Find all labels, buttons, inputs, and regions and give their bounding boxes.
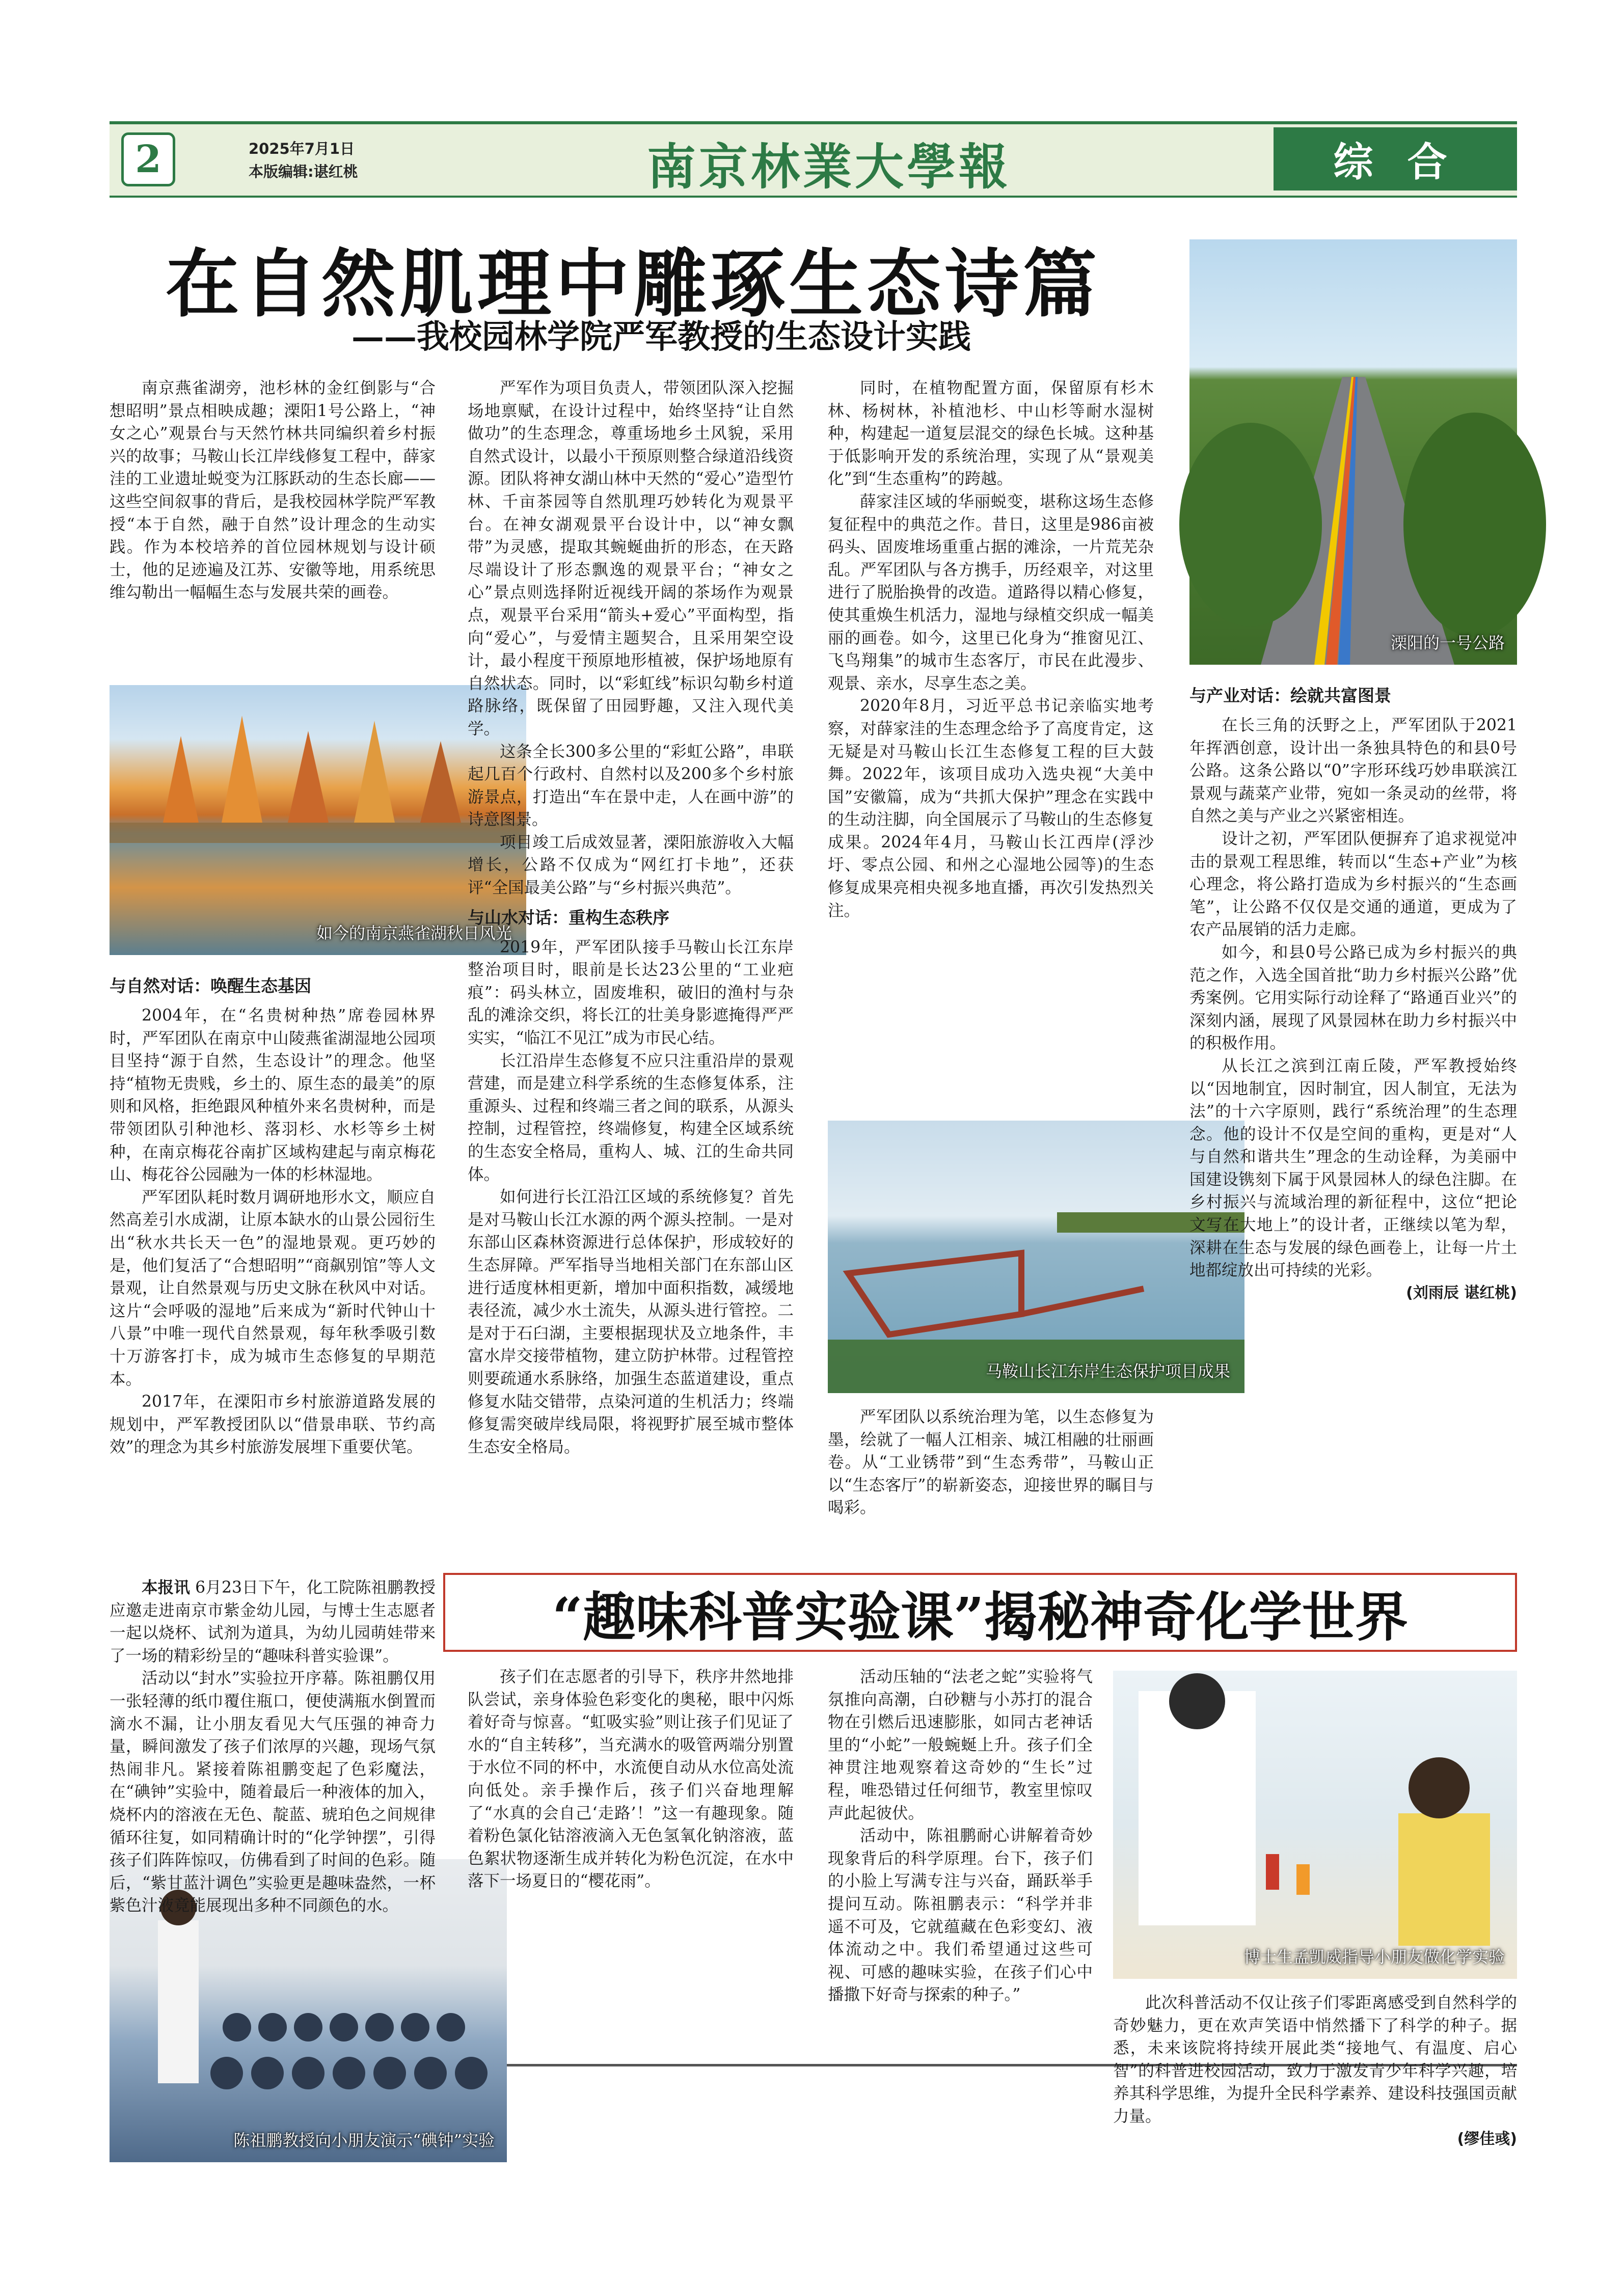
a1-para-8: 2019年，严军团队接手马鞍山长江东岸整治项目时，眼前是长达23公里的“工业疤痕”：码头林立，固废堆积，破旧的渔村与杂乱的滩涂交织，将长江的壮美身影遮掩得严严实实，“临江不见江”成为市民心结。: [468, 938, 794, 1048]
article2-title-box: [443, 1573, 1517, 1652]
photo-lake: [110, 685, 526, 955]
article2-title: “趣味科普实验课”揭秘神奇化学世界: [552, 1585, 1408, 1648]
a1-para-12: 薛家洼区域的华丽蜕变，堪称这场生态修复征程中的典范之作。昔日，这里是986亩被码头、固废堆场重重占据的滩涂，一片荒芜杂乱。严军团队与各方携手，历经艰辛，对这里进行了脱胎换骨的改造。道路得以精心修复，使其重焕生机活力，湿地与绿植交织成一幅美丽的画卷。如今，这里已化身为“推窗见江、飞鸟翔集”的城市生态客厅，市民在此漫步、观景、亲水，尽享生态之美。: [828, 492, 1154, 693]
a2-para-3: 孩子们在志愿者的引导下，秩序井然地排队尝试，亲身体验色彩变化的奥秘，眼中闪烁着好奇与惊喜。“虹吸实验”则让孩子们见证了水的“自主转移”，当充满水的吸管两端分别置于水位不同的杯中，水流便自动从水位高处流向低处。亲手操作后，孩子们兴奋地理解了“水真的会自己‘走路’！”这一有趣现象。随着粉色氯化钴溶液滴入无色氢氧化钠溶液，蓝色絮状物逐渐生成并转化为粉色沉淀，在水中落下一场夏日的“樱花雨”。: [468, 1668, 794, 1891]
page-editor: 本版编辑:谌红桃: [249, 163, 358, 180]
masthead: 南京林業大學報: [647, 138, 1011, 196]
a2-para-1: [110, 1576, 436, 1667]
caption-road: 溧阳的一号公路: [1390, 633, 1505, 652]
photo-road: [1189, 239, 1517, 665]
road-illustration: [1189, 239, 1517, 665]
issue-date: 2025年7月1日: [249, 140, 355, 157]
a2-para-6: 此次科普活动不仅让孩子们零距离感受到自然科学的奇妙魅力，更在欢声笑语中悄然播下了科学的种子。据悉，未来该院将持续开展此类“接地气、有温度、启心智”的科普进校园活动，致力于激发青少年科学兴趣，培养其科学思维，为提升全民科学素养、建设科技强国贡献力量。: [1113, 1994, 1517, 2126]
caption-classroom: 陈祖鹏教授向小朋友演示“碘钟”实验: [233, 2131, 495, 2150]
article2-column-2: [468, 1666, 794, 2175]
article1-title: 在自然肌理中雕琢生态诗篇: [166, 241, 1101, 328]
a1-para-4: 2017年，在溧阳市乡村旅游道路发展的规划中，严军教授团队以“借景串联、节约高效”的理念为其乡村旅游发展埋下重要伏笔。: [110, 1393, 436, 1457]
a1-para-15: 在长三角的沃野之上，严军团队于2021年挥洒创意，设计出一条独具特色的和县0号公路。这条公路以“0”字形环线巧妙串联滨江景观与蔬菜产业带，宛如一条灵动的丝带，将自然之美与产业之兴紧密相连。: [1189, 716, 1517, 826]
article2-column-1: [110, 1576, 436, 1915]
article1-subtitle: ——我校园林学院严军教授的生态设计实践: [351, 318, 971, 356]
subhead-industry: 与产业对话：绘就共富图景: [1189, 686, 1391, 705]
a1-para-9: 长江沿岸生态修复不应只注重沿岸的景观营建，而是建立科学系统的生态修复体系，注重源头、过程和终端三者之间的联系，从源头控制，过程管控，终端修复，构建全区域系统的生态安全格局，重构人、城、江的生命共同体。: [468, 1051, 794, 1184]
a1-para-2: 2004年，在“名贵树种热”席卷园林界时，严军团队在南京中山陵燕雀湖湿地公园项目坚持“源于自然，生态设计”的理念。他坚持“植物无贵贱，乡土的、原生态的最美”的原则和风格，拒绝跟风种植外来名贵树种，而是带领团队引种池杉、落羽杉、水杉等乡土树种，在南京梅花谷南扩区域构建起与南京梅花山、梅花谷公园融为一体的杉林湿地。: [110, 1006, 436, 1184]
section-label-box: [1274, 127, 1517, 190]
page-number: 2: [135, 138, 161, 181]
a1-para-16: 设计之初，严军团队便摒弃了追求视觉冲击的景观工程思维，转而以“生态+产业”为核心理念，将公路打造成为乡村振兴的“生态画笔”，让公路不仅仅是交通的通道，更成为了农产品展销的活力走廊。: [1189, 829, 1517, 939]
photo-river: [828, 1121, 1244, 1393]
caption-river: 马鞍山长江东岸生态保护项目成果: [985, 1362, 1230, 1381]
article1-column-3: [828, 377, 1154, 1115]
subhead-nature: 与自然对话：唤醒生态基因: [110, 976, 311, 996]
article2-column-4: [1113, 1992, 1517, 2195]
caption-lab: 博士生孟凯威指导小朋友做化学实验: [1243, 1947, 1505, 1967]
article2-byline: (缪佳彧): [1457, 2130, 1517, 2148]
a1-para-7: 项目竣工后成效显著，溧阳旅游收入大幅增长，公路不仅成为“网红打卡地”，还获评“全国最美公路”与“乡村振兴典范”。: [468, 833, 794, 897]
river-illustration: [828, 1121, 1244, 1393]
a1-para-17: 如今，和县0号公路已成为乡村振兴的典范之作，入选全国首批“助力乡村振兴公路”优秀案例。它用实际行动诠释了“路通百业兴”的深刻内涵，展现了风景园林在助力乡村振兴中的积极作用。: [1189, 943, 1517, 1053]
a1-para-14: 严军团队以系统治理为笔，以生态修复为墨，绘就了一幅人江相亲、城江相融的壮丽画卷。从“工业锈带”到“生态秀带”，马鞍山正以“生态客厅”的崭新姿态，迎接世界的瞩目与喝彩。: [828, 1408, 1154, 1517]
a1-para-3: 严军团队耗时数月调研地形水文，顺应自然高差引水成湖，让原本缺水的山景公园衍生出“秋水共长天一色”的湿地景观。更巧妙的是，他们复活了“合想昭明”“商飙别馆”等人文景观，让自然景观与历史文脉在秋风中对话。这片“会呼吸的湿地”后来成为“新时代钟山十八景”中唯一现代自然景观，每年秋季吸引数十万游客打卡，成为城市生态修复的早期范本。: [110, 1188, 436, 1389]
a1-para-1: 南京燕雀湖旁，池杉林的金红倒影与“合想昭明”景点相映成趣；溧阳1号公路上，“神女之心”观景台与天然竹林共同编织着乡村振兴的故事；马鞍山长江岸线修复工程中，薛家洼的工业遗址蜕变为江豚跃动的生态长廊——这些空间叙事的背后，是我校园林学院严军教授“本于自然，融于自然”设计理念的生动实践。作为本校培养的首位园林规划与设计硕士，他的足迹遍及江苏、安徽等地，用系统思维勾勒出一幅幅生态与发展共荣的画卷。: [110, 379, 436, 602]
a1-para-18: 从长江之滨到江南丘陵，严军教授始终以“因地制宜，因时制宜，因人制宜，无法为法”的十六字原则，践行“系统治理”的生态理念。他的设计不仅是空间的重构，更是对“人与自然和谐共生”理念的生动诠释，为美丽中国建设镌刻下属于风景园林人的绿色注脚。在乡村振兴与流域治理的新征程中，这位“把论文写在大地上”的设计者，正继续以笔为犁，深耕在生态与发展的绿色画卷上，让每一片土地都绽放出可持续的光彩。: [1189, 1056, 1517, 1280]
article1-column-1: [110, 377, 436, 683]
page-number-badge: [121, 132, 175, 186]
a1-para-5: 严军作为项目负责人，带领团队深入挖掘场地禀赋，在设计过程中，始终坚持“让自然做功”的生态理念，尊重场地乡土风貌，采用自然式设计，以最小干预原则整合绿道沿线资源。团队将神女湖山林中天然的“爱心”造型竹林、千亩茶园等自然肌理巧妙转化为观景平台。在神女湖观景平台设计中，以“神女飘带”为灵感，提取其蜿蜒曲折的形态，在天路尽端设计了形态飘逸的观景平台；“神女之心”景点则选择附近视线开阔的茶场作为观景点，观景平台采用“箭头+爱心”平面构型，指向“爱心”，与爱情主题契合，且采用架空设计，最小程度干预原地形植被，保护场地原有自然状态。同时，以“彩虹线”标识勾勒乡村道路脉络，既保留了田园野趣，又注入现代美学。: [468, 379, 794, 738]
section-label: 综 合: [1333, 140, 1457, 185]
a2-para-2: 活动以“封水”实验拉开序幕。陈祖鹏仅用一张轻薄的纸巾覆住瓶口，便使满瓶水倒置而滴水不漏，让小朋友看见大气压强的神奇力量，瞬间激发了孩子们浓厚的兴趣，现场气氛热闹非凡。紧接着陈祖鹏变起了色彩魔法，在“碘钟”实验中，随着最后一种液体的加入，烧杯内的溶液在无色、靛蓝、琥珀色之间规律循环往复，如同精确计时的“化学钟摆”，引得孩子们阵阵惊叹，仿佛看到了时间的色彩。随后，“紫甘蓝汁调色”实验更是趣味盎然，一杯紫色汁液竟能展现出多种不同颜色的水。: [110, 1669, 436, 1915]
a2-para-5: 活动中，陈祖鹏耐心讲解着奇妙现象背后的科学原理。台下，孩子们的小脸上写满专注与兴奋，踊跃举手提问互动。陈祖鹏表示：“科学并非遥不可及，它就蕴藏在色彩变幻、液体流动之中。我们希望通过这些可视、可感的趣味实验，在孩子们心中播撒下好奇与探索的种子。”: [828, 1827, 1093, 2004]
subhead-mountain: 与山水对话：重构生态秩序: [468, 907, 669, 928]
article2-lead-label: 本报讯: [142, 1579, 190, 1597]
a1-para-11: 同时，在植物配置方面，保留原有杉木林、杨树林，补植池杉、中山杉等耐水湿树种，构建起一道复层混交的绿色长城。这种基于低影响开发的系统治理，实现了从“景观美化”到“生态重构”的跨越。: [828, 379, 1154, 488]
article2-column-3: [828, 1666, 1093, 2175]
a1-para-6: 这条全长300多公里的“彩虹公路”，串联起几百个行政村、自然村以及200多个乡村旅游景点，打造出“车在景中走，人在画中游”的诗意图景。: [468, 742, 794, 829]
photo-lab: [1113, 1671, 1517, 1979]
a1-para-13: 2020年8月，习近平总书记亲临实地考察，对薛家洼的生态理念给予了高度肯定，这无疑是对马鞍山长江生态修复工程的巨大鼓舞。2022年，该项目成功入选央视“大美中国”安徽篇，成为“共抓大保护”理念在实践中的生动注脚，向全国展示了马鞍山的生态修复成果。2024年4月，马鞍山长江西岸(浮沙圩、零点公园、和州之心湿地公园等)的生态修复成果亮相央视多地直播，再次引发热烈关注。: [828, 697, 1154, 920]
a1-para-10: 如何进行长江沿江区域的系统修复？首先是对马鞍山长江水源的两个源头控制。一是对东部山区森林资源进行总体保护，形成较好的生态屏障。严军指导当地相关部门在东部山区进行适度林相更新，增加中面积指数，减缓地表径流，减少水土流失，从源头进行管控。二是对于石臼湖，主要根据现状及立地条件，丰富水岸交接带植物，建立防护林带。过程管控则要疏通水系脉络，加强生态蓝道建设，重点修复水陆交错带，点染河道的生机活力；终端修复需突破岸线局限，将视野扩展至城市整体生态安全格局。: [468, 1188, 794, 1456]
lab-illustration: [1113, 1671, 1517, 1979]
caption-lake: 如今的南京燕雀湖秋日风光: [316, 923, 512, 943]
a2-para-4: 活动压轴的“法老之蛇”实验将气氛推向高潮，白砂糖与小苏打的混合物在引燃后迅速膨胀，如同古老神话里的“小蛇”一般蜿蜒上升。孩子们全神贯注地观察着这奇妙的“生长”过程，唯恐错过任何细节，教室里惊叹声此起彼伏。: [828, 1668, 1093, 1822]
lake-illustration: [110, 685, 526, 955]
article1-byline: (刘雨辰 谌红桃): [1406, 1284, 1517, 1302]
a2-para-1-text: 6月23日下午，化工院陈祖鹏教授应邀走进南京市紫金幼儿园，与博士生志愿者一起以烧杯、试剂为道具，为幼儿园萌娃带来了一场的精彩纷呈的“趣味科普实验课”。: [110, 1579, 436, 1665]
